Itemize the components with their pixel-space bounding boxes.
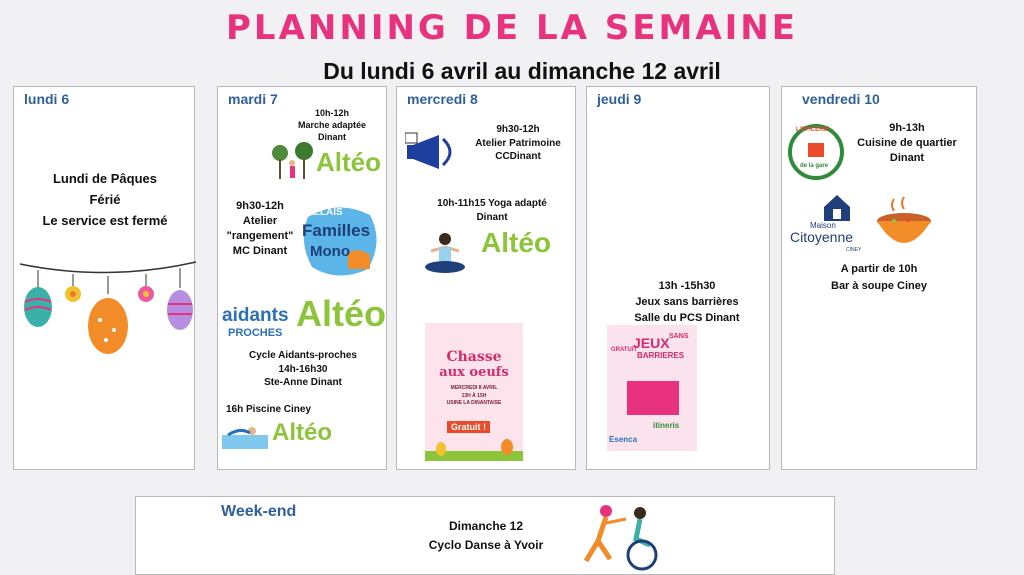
weekend-box bbox=[135, 496, 835, 575]
holiday-line: Lundi de Pâques bbox=[52, 171, 157, 186]
epicerie-de-la-gare-logo bbox=[788, 121, 844, 183]
holiday-notice bbox=[14, 169, 196, 231]
event-title: Cyclo Danse à Yvoir bbox=[428, 537, 544, 552]
event-cycle-aidants bbox=[220, 349, 386, 390]
day-name: vendredi 10 bbox=[802, 91, 880, 107]
poster-title: BARRIERES bbox=[637, 351, 685, 360]
poster-free-badge: GRATUIT bbox=[611, 347, 638, 353]
event-time: 9h30-12h bbox=[496, 124, 540, 135]
day-name: lundi 6 bbox=[24, 91, 70, 107]
day-name: mercredi 8 bbox=[407, 91, 478, 107]
event-title: Cuisine de quartier bbox=[857, 136, 957, 149]
event-time: 13h -15h30 bbox=[658, 280, 716, 292]
event-title: Bar à soupe Ciney bbox=[831, 279, 927, 292]
day-name: jeudi 9 bbox=[597, 91, 642, 107]
megaphone-icon bbox=[405, 127, 469, 177]
alteo-logo: Altéo bbox=[316, 147, 381, 177]
logo-text: CINEY bbox=[846, 247, 862, 253]
event-marche-adaptee bbox=[280, 107, 384, 143]
poster-date-line: 13H À 15H bbox=[461, 392, 487, 399]
chasse-aux-oeufs-poster bbox=[425, 323, 523, 461]
event-bar-a-soupe bbox=[786, 261, 972, 294]
alteo-logo: Altéo bbox=[272, 419, 332, 446]
poster-date-line: USINE LA DINANTAISE bbox=[446, 400, 502, 406]
logo-text: PROCHES bbox=[228, 327, 283, 339]
dancers-wheelchair-illustration bbox=[576, 501, 672, 573]
logo-text: Maison bbox=[810, 221, 836, 230]
maison-citoyenne-logo bbox=[786, 193, 872, 257]
aidants-proches-logo bbox=[222, 291, 294, 351]
event-place: Salle du PCS Dinant bbox=[634, 311, 740, 324]
yoga-figure-illustration bbox=[419, 231, 471, 275]
day-column-jeudi bbox=[586, 86, 770, 470]
poster-title: Chasse bbox=[446, 349, 502, 365]
poster-date-line: MERCREDI 8 AVRIL bbox=[450, 385, 498, 391]
event-place: Ste-Anne Dinant bbox=[264, 377, 342, 388]
esenca-logo: Esenca bbox=[609, 435, 638, 444]
event-title: Cycle Aidants-proches bbox=[249, 350, 357, 361]
event-place: Dinant bbox=[889, 151, 925, 164]
event-place: Dinant bbox=[476, 211, 508, 223]
event-time: 9h30-12h bbox=[236, 200, 284, 212]
event-date: Dimanche 12 bbox=[448, 519, 524, 533]
day-name: mardi 7 bbox=[228, 91, 278, 107]
holiday-line: Férié bbox=[89, 191, 121, 207]
event-title: Atelier Patrimoine bbox=[475, 137, 561, 149]
walking-people-illustration bbox=[268, 141, 318, 183]
page-title: PLANNING DE LA SEMAINE bbox=[226, 8, 798, 48]
alteo-logo: Altéo bbox=[481, 227, 551, 258]
logo-text: L'EPICERIE bbox=[796, 127, 830, 133]
event-cyclo-danse bbox=[406, 517, 566, 554]
event-title: "rangement" bbox=[226, 229, 294, 242]
page-subtitle: Du lundi 6 avril au dimanche 12 avril bbox=[323, 58, 721, 84]
event-time: A partir de 10h bbox=[840, 263, 918, 275]
weekend-label: Week-end bbox=[221, 503, 297, 520]
event-time: 10h-11h15 Yoga adapté bbox=[437, 198, 547, 209]
event-title: Marche adaptée bbox=[297, 120, 367, 131]
day-column-lundi bbox=[13, 86, 195, 470]
logo-text: aidants bbox=[222, 305, 289, 326]
day-column-mercredi bbox=[396, 86, 576, 470]
logo-text: Familles bbox=[302, 221, 371, 240]
soup-bowl-icon bbox=[874, 195, 934, 251]
event-time: 10h-12h bbox=[314, 108, 349, 118]
relais-familles-mono-logo bbox=[298, 197, 382, 281]
event-time: 9h-13h bbox=[889, 122, 925, 134]
event-place: MC Dinant bbox=[232, 244, 288, 257]
event-time: 14h-16h30 bbox=[278, 363, 328, 375]
event-yoga-adapte bbox=[427, 197, 557, 224]
easter-eggs-garland-illustration bbox=[18, 252, 198, 362]
holiday-line: Le service est fermé bbox=[42, 212, 168, 228]
poster-title: aux oeufs bbox=[439, 365, 509, 380]
poster-date bbox=[425, 385, 523, 408]
event-place: CCDinant bbox=[495, 151, 541, 162]
logo-text: de la gare bbox=[800, 163, 829, 169]
poster-title: JEUX bbox=[633, 335, 670, 351]
jeux-sans-barrieres-poster bbox=[607, 325, 697, 451]
event-title: Jeux sans barrières bbox=[635, 295, 739, 308]
swimmer-icon bbox=[222, 421, 268, 449]
poster-info-box bbox=[627, 381, 679, 415]
logo-text: Citoyenne bbox=[790, 229, 854, 245]
event-atelier-rangement bbox=[220, 199, 300, 258]
logo-text: RELAIS bbox=[306, 207, 343, 218]
logo-text: Mono bbox=[310, 243, 350, 260]
event-piscine: 16h Piscine Ciney bbox=[226, 404, 312, 415]
poster-title: SANS bbox=[669, 333, 689, 340]
alteo-logo: Altéo bbox=[296, 293, 386, 334]
event-jeux-sans-barrieres bbox=[607, 279, 767, 327]
event-atelier-patrimoine bbox=[461, 123, 575, 164]
event-title: Atelier bbox=[242, 214, 278, 227]
event-cuisine-de-quartier bbox=[848, 121, 966, 166]
event-place: Dinant bbox=[318, 132, 346, 143]
day-column-mardi bbox=[217, 86, 387, 470]
itineris-logo: itineris bbox=[653, 421, 680, 430]
day-column-vendredi bbox=[781, 86, 977, 470]
poster-free-badge: Gratuit ! bbox=[447, 421, 490, 433]
easter-eggs-icon bbox=[425, 435, 523, 461]
